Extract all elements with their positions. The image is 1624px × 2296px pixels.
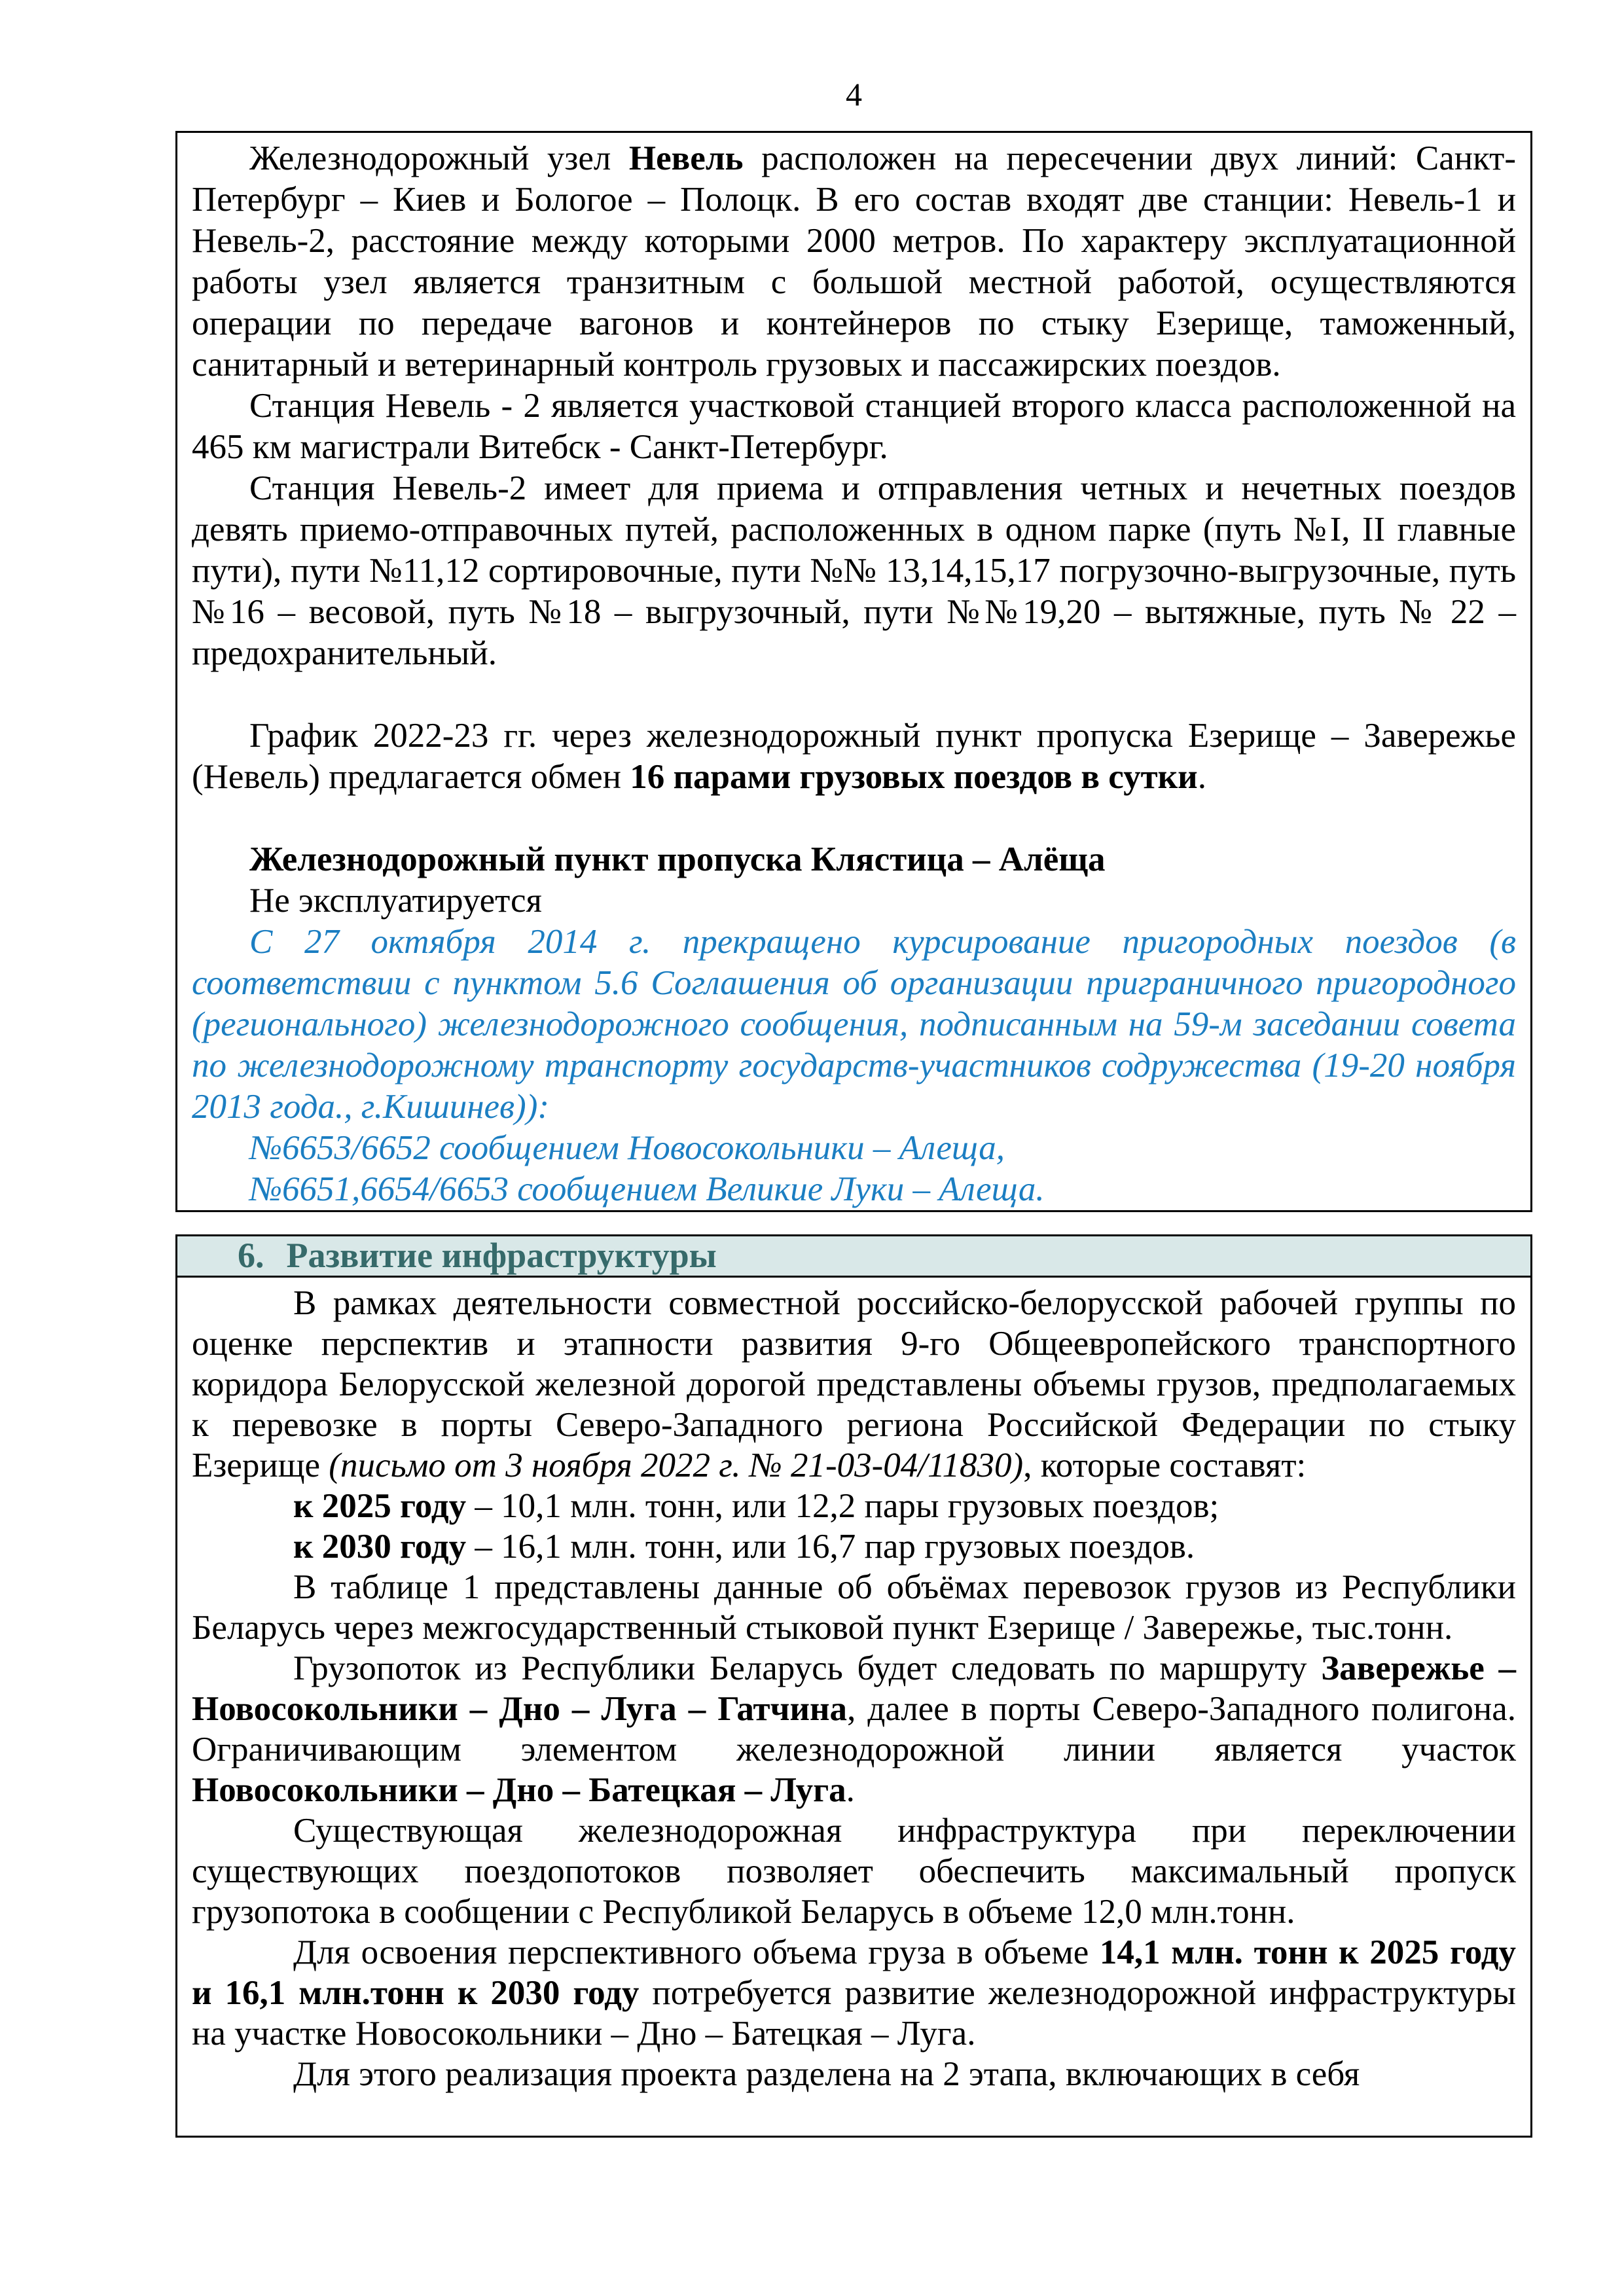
text-run: Железнодорожный пункт пропуска Клястица – Алёща (249, 840, 1106, 878)
text-run: Станция Невель - 2 является участковой станцией второго класса расположенной на 465 км магистрали Витебск - Санкт-Петербург. (192, 387, 1516, 466)
section-body (177, 1278, 1530, 2100)
text-run: – 16,1 млн. тонн, или 16,7 пар грузовых поездов. (466, 1528, 1195, 1566)
paragraph (192, 1283, 1516, 1486)
blank-line (192, 798, 1516, 839)
text-run: Железнодорожный узел (249, 139, 629, 177)
section-header-band (177, 1236, 1530, 1278)
paragraph (192, 1486, 1516, 1526)
text-run: В рамках деятельности совместной российско-белорусской рабочей группы по оценке перспектив и этапности развития 9-го Общеевропейского транспортного коридора Белорусской железной дорогой представлены объемы грузов, предполагаемых к перевозке в порты Северо-Западного региона Российской Федерации по стыку Езерище (192, 1284, 1516, 1484)
blank-line (192, 674, 1516, 715)
paragraph (192, 1128, 1516, 1169)
text-run: Для этого реализация проекта разделена на 2 этапа, включающих в себя (293, 2055, 1360, 2093)
text-run: . (846, 1771, 855, 1809)
paragraph (192, 1648, 1516, 1810)
paragraph (192, 922, 1516, 1128)
text-run: (письмо от 3 ноября 2022 г. № 21-03-04/11830) (329, 1446, 1024, 1484)
paragraph (192, 468, 1516, 674)
paragraph (192, 1526, 1516, 1567)
text-run: №6653/6652 сообщением Новосокольники – Алеща, (249, 1129, 1005, 1167)
content-box-infrastructure (175, 1234, 1532, 2138)
text-run: Существующая железнодорожная инфраструктура при переключении существующих поездопотоков позволяет обеспечить максимальный пропуск грузопотока в сообщении с Республикой Беларусь в объеме 12,0 млн.тонн. (192, 1812, 1516, 1931)
text-run: к 2030 году (293, 1528, 467, 1566)
text-run: потребуется развитие железнодорожной инфраструктуры на участке Новосокольники – Дно – Батецкая – Луга. (192, 1974, 1516, 2053)
paragraph (192, 138, 1516, 386)
text-run: График 2022-23 гг. через железнодорожный пункт пропуска Езерище – Завережье (Невель) предлагается обмен (192, 717, 1516, 796)
page-number: 4 (846, 76, 862, 113)
text-run: С 27 октября 2014 г. прекращено курсирование пригородных поездов (в соответствии с пунктом 5.6 Соглашения об организации приграничного пригородного (регионального) железнодорожного сообщения, подписанным на 59-м заседании совета по железнодорожному транспорту государств-участников содружества (19-20 ноября 2013 года., г.Кишинев)): (192, 923, 1516, 1126)
paragraph (192, 2054, 1516, 2094)
text-run: №6651,6654/6653 сообщением Великие Луки – Алеща. (249, 1170, 1045, 1208)
text-run: Новосокольники – Дно – Батецкая – Луга (192, 1771, 846, 1809)
text-run: Станция Невель-2 имеет для приема и отправления четных и нечетных поездов девять приемо-отправочных путей, расположенных в одном парке (путь №I, II главные пути), пути №11,12 сортировочные, пути №№ 13,14,15,17 погрузочно-выгрузочные, путь №16 – весовой, путь №18 – выгрузочный, пути №№19,20 – вытяжные, путь № 22 – предохранительный. (192, 469, 1516, 672)
text-run: Не эксплуатируется (249, 882, 542, 920)
paragraph (192, 880, 1516, 922)
text-run: Невель (628, 139, 744, 177)
text-run: Грузопоток из Республики Беларусь будет следовать по маршруту (293, 1649, 1322, 1687)
text-run: – 10,1 млн. тонн, или 12,2 пары грузовых поездов; (466, 1487, 1219, 1525)
paragraph (192, 1567, 1516, 1648)
text-run: В таблице 1 представлены данные об объёмах перевозок грузов из Республики Беларусь через межгосударственный стыковой пункт Езерище / Завережье, тыс.тонн. (192, 1568, 1516, 1647)
text-run: Для освоения перспективного объема груза в объеме (293, 1933, 1100, 1971)
paragraph (192, 839, 1516, 880)
text-run: 16 парами грузовых поездов в сутки (630, 758, 1198, 796)
section-title: Развитие инфраструктуры (286, 1236, 717, 1275)
text-run: . (1197, 758, 1206, 796)
paragraph (192, 1169, 1516, 1210)
text-run: расположен на пересечении двух линий: Санкт-Петербург – Киев и Бологое – Полоцк. В его состав входят две станции: Невель-1 и Невель-2, расстояние между которыми 2000 метров. По характеру эксплуатационной работы узел является транзитным с большой местной работой, осуществляются операции по передаче вагонов и контейнеров по стыку Езерище, таможенный, санитарный и ветеринарный контроль грузовых и пассажирских поездов. (192, 139, 1516, 384)
content-box-nevel (175, 131, 1532, 1212)
paragraph (192, 1810, 1516, 1932)
text-run: 14,1 млн. тонн к 2025 году и 16,1 млн.тонн к 2030 году (192, 1933, 1516, 2012)
text-run: , далее в порты Северо-Западного полигона. Ограничивающим элементом железнодорожной линии является участок (192, 1690, 1516, 1768)
paragraph (192, 715, 1516, 798)
text-run: к 2025 году (293, 1487, 467, 1525)
paragraph (192, 386, 1516, 468)
text-run: , которые составят: (1023, 1446, 1307, 1484)
section-number: 6. (238, 1236, 264, 1275)
text-run: Завережье – Новосокольники – Дно – Луга – Гатчина (192, 1649, 1516, 1728)
paragraph (192, 1932, 1516, 2054)
